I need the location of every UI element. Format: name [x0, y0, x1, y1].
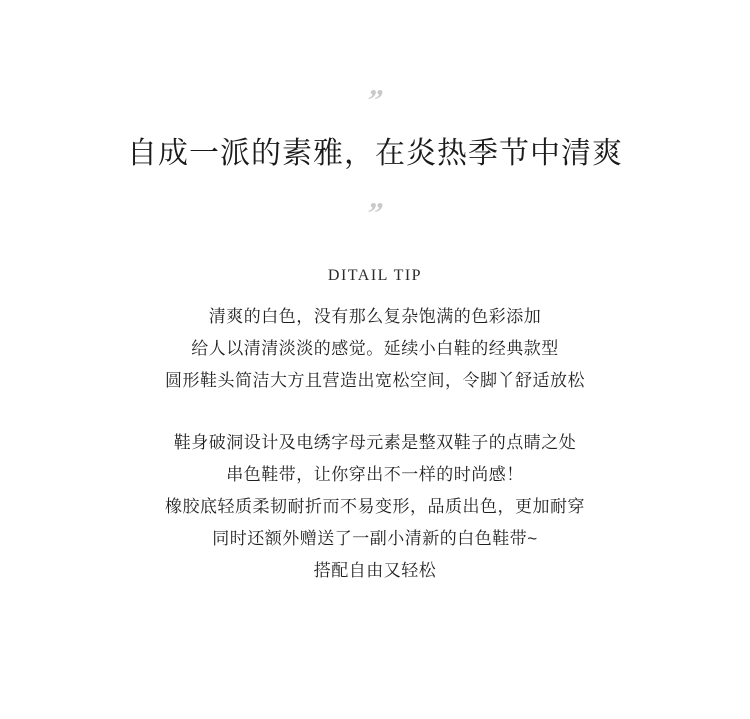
description-line: 橡胶底轻质柔韧耐折而不易变形，品质出色，更加耐穿 — [165, 497, 585, 516]
description-paragraph-1 — [0, 301, 750, 397]
description-line: 鞋身破洞设计及电绣字母元素是整双鞋子的点睛之处 — [173, 433, 577, 452]
description-line: 同时还额外赠送了一副小清新的白色鞋带~ — [212, 529, 538, 548]
description-line: 给人以清清淡淡的感觉。延续小白鞋的经典款型 — [191, 339, 559, 358]
detail-tip-label: DITAIL TIP — [327, 267, 423, 284]
product-detail-page — [0, 86, 750, 719]
description-line: 搭配自由又轻松 — [313, 561, 437, 580]
description-paragraph-2 — [0, 427, 750, 587]
description-line: 清爽的白色，没有那么复杂饱满的色彩添加 — [208, 307, 542, 326]
description-line: 串色鞋带，让你穿出不一样的时尚感！ — [226, 465, 524, 484]
quote-close-icon: ” — [363, 197, 387, 230]
quote-open-icon: ” — [363, 84, 387, 117]
description-line: 圆形鞋头简洁大方且营造出宽松空间，令脚丫舒适放松 — [165, 371, 585, 390]
page-title: 自成一派的素雅，在炎热季节中清爽 — [127, 137, 623, 170]
